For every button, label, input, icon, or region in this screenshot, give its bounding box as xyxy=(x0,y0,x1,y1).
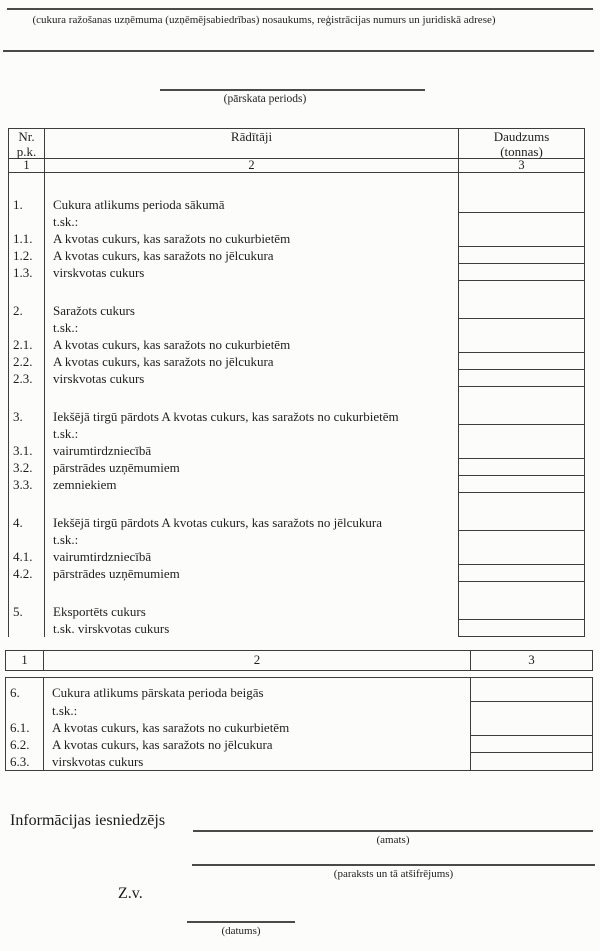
col-number-3: 3 xyxy=(470,651,592,670)
row-label: A kvotas cukurs, kas saražots no jēlcukura xyxy=(44,247,458,264)
signature-fill-line xyxy=(192,864,595,866)
row-number xyxy=(9,493,44,514)
row-number: 6.1. xyxy=(10,720,30,735)
row-label: t.sk.: xyxy=(43,702,470,719)
amount-cell xyxy=(458,476,584,493)
table-1-body xyxy=(9,173,584,637)
period-caption: (pārskata periods) xyxy=(223,93,307,105)
row-label: Eksportēts cukurs xyxy=(44,603,458,620)
amount-cell xyxy=(458,353,584,370)
col-header-daudzums-line2: (tonnas) xyxy=(500,144,543,159)
row-label: zemniekiem xyxy=(44,476,458,493)
amount-cell xyxy=(470,753,592,770)
position-fill-line xyxy=(193,830,593,832)
company-name-fill-line xyxy=(7,8,593,10)
row-label xyxy=(44,173,458,196)
table-spacer-row xyxy=(9,493,584,514)
row-number: 3. xyxy=(13,409,23,424)
row-label: vairumtirdzniecībā xyxy=(44,548,458,565)
row-label: vairumtirdzniecībā xyxy=(44,442,458,459)
stamp-place-label: Z.v. xyxy=(118,885,143,902)
row-number: 6. xyxy=(10,685,20,700)
row-number: 3.3. xyxy=(13,477,33,492)
row-number: 2.1. xyxy=(13,337,33,352)
row-label: Cukura atlikums perioda sākumā xyxy=(44,196,458,213)
col-number-2: 2 xyxy=(44,159,458,172)
row-number: 1.2. xyxy=(13,248,33,263)
amount-cell xyxy=(470,678,592,702)
row-label xyxy=(44,387,458,408)
row-number xyxy=(9,582,44,603)
col-header-raditaji xyxy=(44,129,458,159)
table-row xyxy=(9,336,584,353)
amount-cell xyxy=(458,264,584,281)
column-number-row xyxy=(9,159,584,173)
amount-cell xyxy=(458,514,584,531)
table-row xyxy=(9,565,584,582)
row-number xyxy=(6,702,43,719)
row-number xyxy=(9,425,44,442)
table-spacer-row xyxy=(9,281,584,302)
table-row xyxy=(9,247,584,264)
row-label: t.sk. virskvotas cukurs xyxy=(44,620,458,637)
report-table-2-header-row xyxy=(5,650,593,671)
col-header-daudzums-line1: Daudzums xyxy=(493,129,550,144)
row-label xyxy=(44,582,458,603)
row-number: 3.2. xyxy=(13,460,33,475)
amount-cell xyxy=(470,736,592,753)
amount-cell xyxy=(458,442,584,459)
amount-cell xyxy=(458,281,584,302)
row-number xyxy=(9,281,44,302)
row-label: Iekšējā tirgū pārdots A kvotas cukurs, kas saražots no jēlcukura xyxy=(44,514,458,531)
position-caption: (amats) xyxy=(376,834,410,846)
row-label: A kvotas cukurs, kas saražots no jēlcukura xyxy=(44,353,458,370)
period-fill-line xyxy=(160,89,425,91)
table-row xyxy=(9,459,584,476)
row-label: A kvotas cukurs, kas saražots no cukurbietēm xyxy=(44,230,458,247)
amount-cell xyxy=(458,582,584,603)
amount-cell xyxy=(458,302,584,319)
signature-caption: (paraksts un tā atšifrējums) xyxy=(333,868,454,880)
col-number-2: 2 xyxy=(43,651,470,670)
amount-cell xyxy=(458,531,584,548)
amount-cell xyxy=(458,196,584,213)
row-label xyxy=(44,493,458,514)
amount-cell xyxy=(458,213,584,230)
amount-cell xyxy=(458,387,584,408)
table-header-row xyxy=(9,129,584,159)
row-label: Saražots cukurs xyxy=(44,302,458,319)
row-number xyxy=(9,620,44,637)
col-number-3: 3 xyxy=(458,159,584,172)
col-number-1: 1 xyxy=(23,158,30,172)
report-table-1 xyxy=(8,128,585,637)
row-label: A kvotas cukurs, kas saražots no cukurbietēm xyxy=(44,336,458,353)
amount-cell xyxy=(458,603,584,620)
amount-cell xyxy=(458,370,584,387)
row-label: t.sk.: xyxy=(44,213,458,230)
row-number xyxy=(9,213,44,230)
submitter-label: Informācijas iesniedzējs xyxy=(10,812,166,829)
col-header-nr xyxy=(9,129,44,159)
table-row xyxy=(6,753,592,770)
row-number: 6.3. xyxy=(10,754,30,769)
table-row xyxy=(6,719,592,736)
row-label: A kvotas cukurs, kas saražots no cukurbietēm xyxy=(43,719,470,736)
table-row xyxy=(9,319,584,336)
table-row xyxy=(9,531,584,548)
col-header-nr-line2: p.k. xyxy=(16,144,37,159)
row-label: virskvotas cukurs xyxy=(44,370,458,387)
table-row xyxy=(9,196,584,213)
col-number-1: 1 xyxy=(21,652,28,667)
company-caption: (cukura ražošanas uzņēmuma (uzņēmējsabiedrības) nosaukums, reģistrācijas numurs un juridiskā adrese) xyxy=(32,14,496,26)
row-number: 4.2. xyxy=(13,566,33,581)
table-row xyxy=(9,476,584,493)
row-number: 1.3. xyxy=(13,265,33,280)
amount-cell xyxy=(458,620,584,637)
table-row xyxy=(6,736,592,753)
table-row xyxy=(9,425,584,442)
table-row xyxy=(9,603,584,620)
row-number: 2.2. xyxy=(13,354,33,369)
row-number xyxy=(9,531,44,548)
col-header-raditaji-text: Rādītāji xyxy=(230,129,273,144)
row-label: pārstrādes uzņēmumiem xyxy=(44,565,458,582)
amount-cell xyxy=(458,230,584,247)
row-number xyxy=(9,319,44,336)
date-fill-line xyxy=(187,921,295,923)
amount-cell xyxy=(458,408,584,425)
table-row xyxy=(6,702,592,719)
amount-cell xyxy=(458,319,584,336)
row-number: 1.1. xyxy=(13,231,33,246)
row-number: 2. xyxy=(13,303,23,318)
row-number: 5. xyxy=(13,604,23,619)
row-label: virskvotas cukurs xyxy=(43,753,470,770)
col-header-daudzums xyxy=(458,129,584,159)
amount-cell xyxy=(458,565,584,582)
amount-cell xyxy=(458,425,584,442)
amount-cell xyxy=(458,247,584,264)
amount-cell xyxy=(458,173,584,196)
row-number xyxy=(9,173,44,196)
table-row xyxy=(6,678,592,702)
amount-cell xyxy=(458,336,584,353)
row-label: A kvotas cukurs, kas saražots no jēlcukura xyxy=(43,736,470,753)
row-number: 3.1. xyxy=(13,443,33,458)
row-label: t.sk.: xyxy=(44,531,458,548)
company-address-fill-line xyxy=(3,50,594,52)
row-number: 2.3. xyxy=(13,371,33,386)
table-row xyxy=(9,408,584,425)
row-label: pārstrādes uzņēmumiem xyxy=(44,459,458,476)
row-label: t.sk.: xyxy=(44,319,458,336)
amount-cell xyxy=(458,548,584,565)
table-row xyxy=(9,548,584,565)
amount-cell xyxy=(470,702,592,719)
col-header-nr-line1: Nr. xyxy=(18,129,35,144)
amount-cell xyxy=(458,459,584,476)
amount-cell xyxy=(470,719,592,736)
amount-cell xyxy=(458,493,584,514)
row-number xyxy=(9,387,44,408)
row-label: Cukura atlikums pārskata perioda beigās xyxy=(43,678,470,702)
row-number: 1. xyxy=(13,197,23,212)
row-number: 6.2. xyxy=(10,737,30,752)
table-row xyxy=(9,370,584,387)
table-row xyxy=(9,620,584,637)
table-row xyxy=(9,264,584,281)
table-spacer-row xyxy=(9,387,584,408)
table-row xyxy=(9,353,584,370)
row-label: Iekšējā tirgū pārdots A kvotas cukurs, kas saražots no cukurbietēm xyxy=(44,408,458,425)
row-label xyxy=(44,281,458,302)
table-row xyxy=(9,442,584,459)
table-row xyxy=(9,302,584,319)
table-spacer-row xyxy=(9,582,584,603)
row-number: 4. xyxy=(13,515,23,530)
table-spacer-row xyxy=(9,173,584,196)
table-row xyxy=(9,230,584,247)
row-label: t.sk.: xyxy=(44,425,458,442)
table-row xyxy=(9,514,584,531)
row-label: virskvotas cukurs xyxy=(44,264,458,281)
report-table-2-body xyxy=(5,677,593,771)
date-caption: (datums) xyxy=(221,925,261,937)
row-number: 4.1. xyxy=(13,549,33,564)
table-row xyxy=(9,213,584,230)
